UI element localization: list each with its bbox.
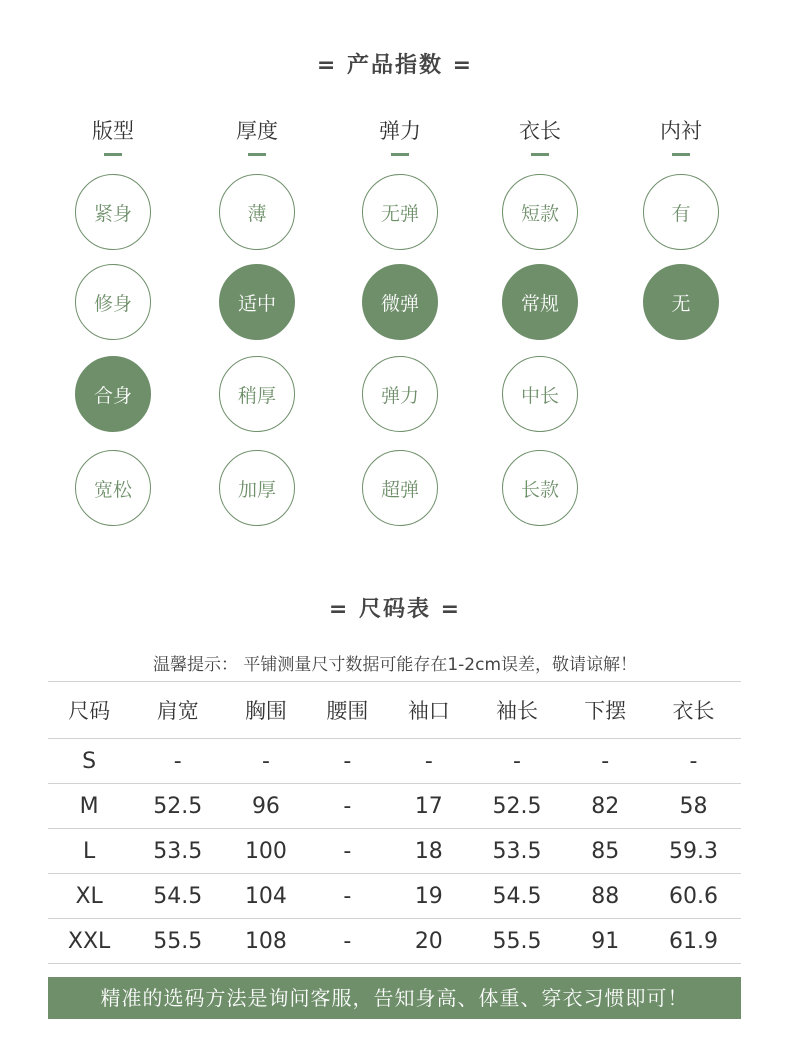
- attr-underline: [672, 153, 690, 156]
- attr-option-selected: 适中: [219, 264, 295, 340]
- table-cell: -: [307, 919, 388, 964]
- table-cell: 88: [565, 874, 646, 919]
- attr-option-selected: 常规: [502, 264, 578, 340]
- attr-option-selected: 合身: [75, 356, 151, 432]
- size-advice-banner: 精准的选码方法是询问客服，告知身高、体重、穿衣习惯即可！: [48, 977, 741, 1019]
- attr-option-selected: 微弹: [362, 264, 438, 340]
- attr-underline: [248, 153, 266, 156]
- table-cell: -: [388, 739, 469, 784]
- attr-option: 有: [643, 174, 719, 250]
- table-row: [48, 829, 741, 874]
- header-shoulder: 肩宽: [130, 682, 225, 739]
- table-cell: 59.3: [646, 829, 741, 874]
- header-hem: 下摆: [565, 682, 646, 739]
- table-cell: -: [225, 739, 306, 784]
- attr-option: 无弹: [362, 174, 438, 250]
- attr-column: [470, 115, 610, 156]
- header-chest: 胸围: [225, 682, 306, 739]
- header-cuff: 袖口: [388, 682, 469, 739]
- attr-heading: 版型: [92, 119, 134, 143]
- table-cell: XL: [48, 874, 130, 919]
- header-length: 衣长: [646, 682, 741, 739]
- table-cell: 54.5: [130, 874, 225, 919]
- attr-option: 修身: [75, 264, 151, 340]
- attr-heading: 弹力: [379, 119, 421, 143]
- attr-column: [43, 115, 183, 156]
- table-cell: 52.5: [470, 784, 565, 829]
- table-cell: 17: [388, 784, 469, 829]
- attr-heading: 内衬: [660, 119, 702, 143]
- table-cell: -: [307, 784, 388, 829]
- attr-option: 短款: [502, 174, 578, 250]
- table-cell: 108: [225, 919, 306, 964]
- table-cell: 52.5: [130, 784, 225, 829]
- attr-option: 薄: [219, 174, 295, 250]
- table-row: [48, 784, 741, 829]
- attr-heading: 厚度: [236, 119, 278, 143]
- header-size: 尺码: [48, 682, 130, 739]
- attr-option: 弹力: [362, 356, 438, 432]
- attr-column: [330, 115, 470, 156]
- attr-option: 加厚: [219, 450, 295, 526]
- measurement-tip: 温馨提示： 平铺测量尺寸数据可能存在1-2cm误差，敬请谅解！: [152, 655, 638, 675]
- table-row: [48, 919, 741, 964]
- table-cell: -: [130, 739, 225, 784]
- table-cell: -: [307, 739, 388, 784]
- table-cell: 58: [646, 784, 741, 829]
- table-cell: 20: [388, 919, 469, 964]
- attr-option: 稍厚: [219, 356, 295, 432]
- table-cell: 104: [225, 874, 306, 919]
- attr-option: 超弹: [362, 450, 438, 526]
- product-index-title: = 产品指数 =: [316, 53, 474, 78]
- attr-option: 紧身: [75, 174, 151, 250]
- size-table: [48, 681, 741, 964]
- table-cell: 85: [565, 829, 646, 874]
- size-chart-title: = 尺码表 =: [328, 597, 462, 622]
- attr-column: [187, 115, 327, 156]
- table-cell: 55.5: [130, 919, 225, 964]
- attr-underline: [391, 153, 409, 156]
- table-cell: L: [48, 829, 130, 874]
- table-cell: 53.5: [130, 829, 225, 874]
- table-cell: -: [470, 739, 565, 784]
- attr-column: [611, 115, 751, 156]
- table-cell: 61.9: [646, 919, 741, 964]
- table-cell: 60.6: [646, 874, 741, 919]
- table-cell: XXL: [48, 919, 130, 964]
- table-row: [48, 739, 741, 784]
- table-row: [48, 874, 741, 919]
- table-cell: -: [646, 739, 741, 784]
- attr-option: 宽松: [75, 450, 151, 526]
- table-cell: 19: [388, 874, 469, 919]
- table-cell: 54.5: [470, 874, 565, 919]
- table-cell: M: [48, 784, 130, 829]
- table-cell: -: [307, 829, 388, 874]
- attr-option: 长款: [502, 450, 578, 526]
- attr-heading: 衣长: [519, 119, 561, 143]
- table-cell: 96: [225, 784, 306, 829]
- table-header-row: [48, 682, 741, 739]
- header-sleeve: 袖长: [470, 682, 565, 739]
- table-cell: 100: [225, 829, 306, 874]
- table-cell: -: [307, 874, 388, 919]
- table-cell: 82: [565, 784, 646, 829]
- attr-underline: [531, 153, 549, 156]
- attr-option-selected: 无: [643, 264, 719, 340]
- attr-underline: [104, 153, 122, 156]
- table-cell: 18: [388, 829, 469, 874]
- table-cell: -: [565, 739, 646, 784]
- attr-option: 中长: [502, 356, 578, 432]
- table-cell: 55.5: [470, 919, 565, 964]
- table-cell: 91: [565, 919, 646, 964]
- table-cell: S: [48, 739, 130, 784]
- table-cell: 53.5: [470, 829, 565, 874]
- header-waist: 腰围: [307, 682, 388, 739]
